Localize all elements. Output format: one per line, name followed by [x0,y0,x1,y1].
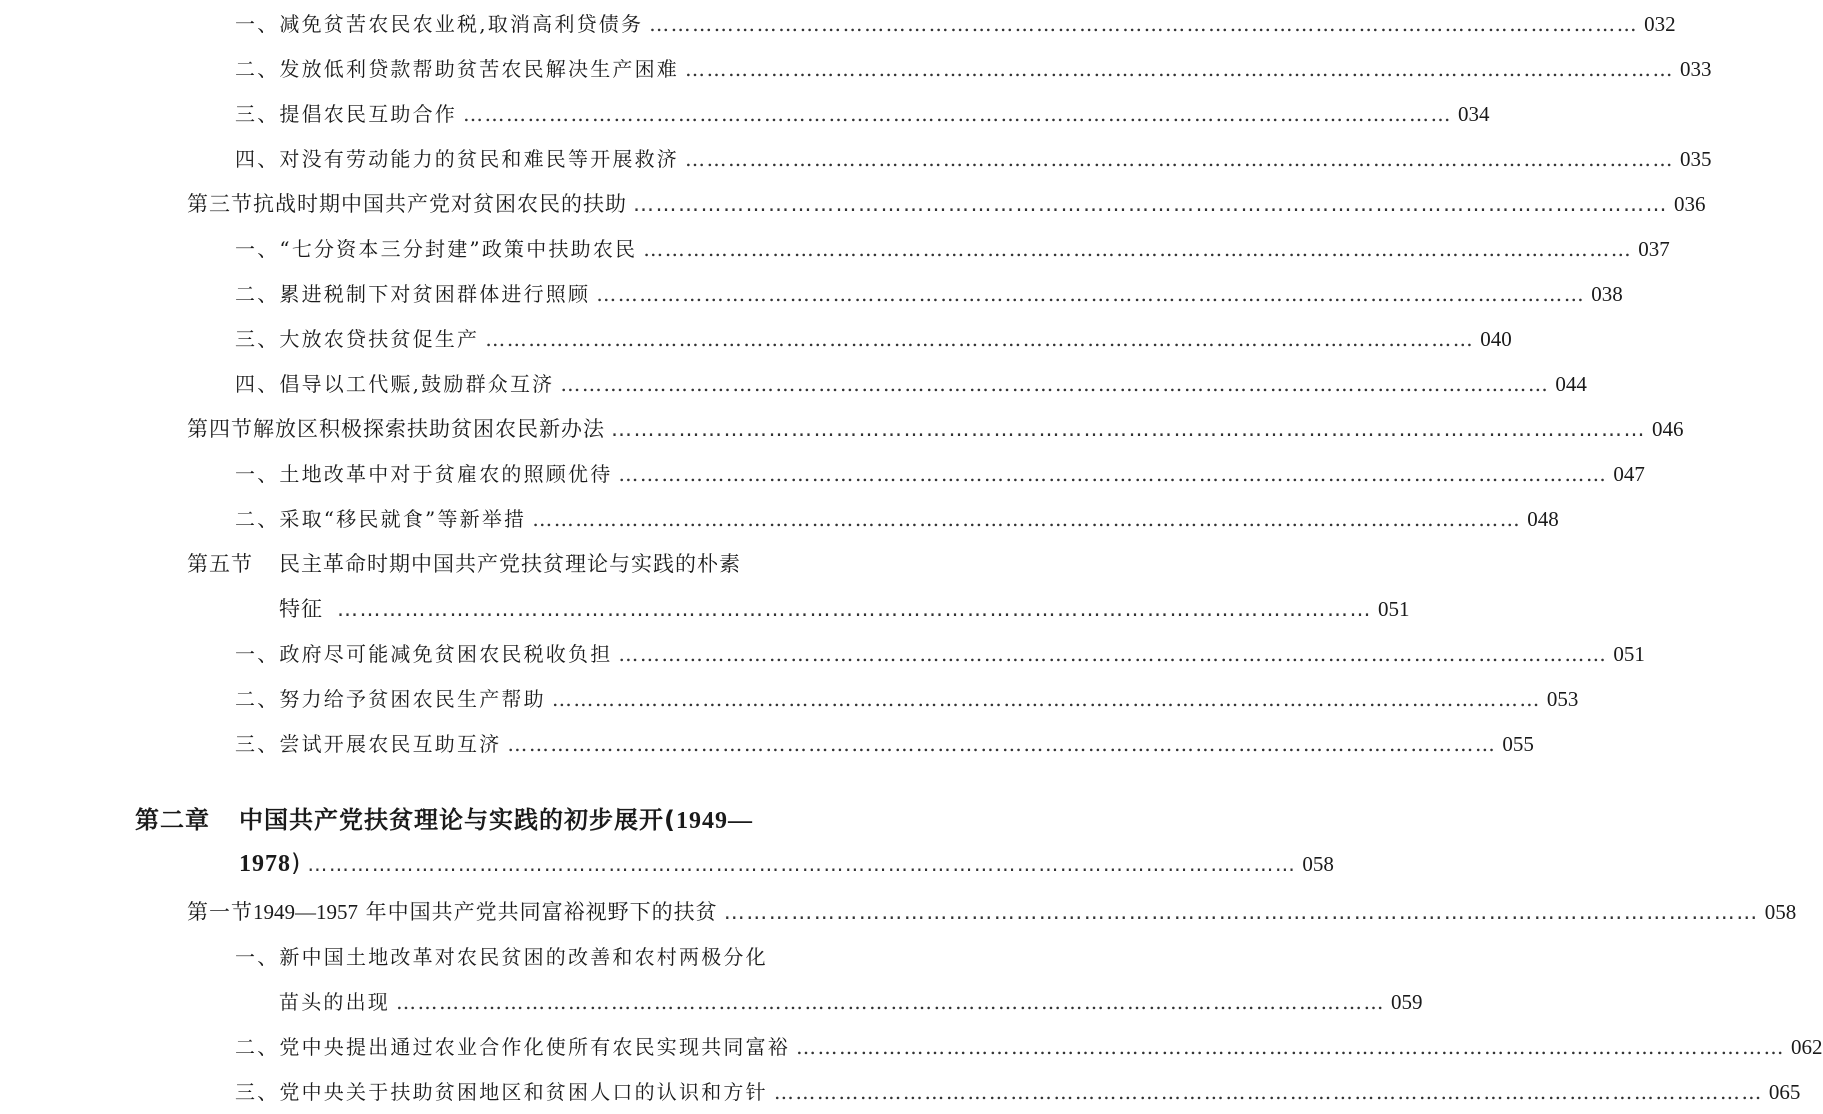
leader-dots: ………………………………………………………………………………………………………………………… [685,147,1675,171]
toc-entry-title: 提倡农民互助合作 [279,102,458,126]
toc-entry-label: 三、 [235,102,280,126]
toc-entry-label: 一、 [235,642,280,666]
toc-chapter-title-paren: ) [291,849,302,877]
toc-entry-page: 037 [1638,237,1670,261]
leader-dots: ………………………………………………………………………………………………………………………… [596,282,1586,306]
toc-entry[interactable] [235,503,1559,532]
toc-entry-page: 035 [1680,147,1712,171]
toc-entry-label: 三、 [235,1080,280,1104]
leader-dots: ………………………………………………………………………………………………………………………… [337,597,1372,621]
toc-entry-page: 040 [1480,327,1512,351]
leader-dots: ………………………………………………………………………………………………………………………… [723,900,1759,924]
toc-entry[interactable] [235,143,1712,172]
toc-section-entry[interactable] [187,896,1797,926]
toc-section-title: 解放区积极探索扶助贫困农民新办法 [253,417,605,441]
leader-dots: ………………………………………………………………………………………………………………………… [532,507,1522,531]
toc-entry-title: 累进税制下对贫困群体进行照顾 [279,282,591,306]
toc-entry-page: 051 [1378,597,1410,621]
toc-entry-page: 038 [1591,282,1623,306]
leader-dots: ………………………………………………………………………………………………………………………… [633,192,1668,216]
leader-dots: ………………………………………………………………………………………………………………………… [773,1080,1763,1104]
leader-dots: ………………………………………………………………………………………………………………………… [685,57,1675,81]
toc-entry-page: 034 [1458,102,1490,126]
toc-section-label: 第五节 [187,552,253,576]
toc-chapter-title: 中国共产党扶贫理论与实践的初步展开( [239,806,676,834]
toc-chapter-entry-continued[interactable] [239,849,1334,878]
toc-entry-page: 058 [1302,852,1334,876]
toc-entry-page: 051 [1613,642,1645,666]
toc-chapter-entry[interactable] [135,800,878,835]
toc-entry[interactable] [235,278,1623,307]
toc-chapter-label: 第二章 [135,806,210,834]
toc-entry-title: 政府尽可能减免贫困农民税收负担 [279,642,613,666]
toc-entry-label: 四、 [235,147,280,171]
toc-entry[interactable] [235,8,1676,37]
toc-entry-label: 二、 [235,687,280,711]
leader-dots: ………………………………………………………………………………………………………………………… [618,642,1608,666]
toc-entry-page: 044 [1555,372,1587,396]
toc-entry-label: 一、 [235,462,280,486]
toc-entry-page: 053 [1546,687,1579,711]
leader-dots: ………………………………………………………………………………………………………………………… [560,372,1550,396]
toc-entry-title: 党中央提出通过农业合作化使所有农民实现共同富裕 [279,1035,791,1059]
leader-dots: ………………………………………………………………………………………………………………………… [611,417,1646,441]
toc-entry-label: 一、 [235,945,280,969]
toc-entry-page: 036 [1674,192,1706,216]
toc-entry-title: 尝试开展农民互助互济 [279,732,502,756]
toc-entry[interactable] [235,1076,1801,1105]
toc-section-title: 抗战时期中国共产党对贫困农民的扶助 [253,192,627,216]
toc-entry[interactable] [235,368,1587,397]
toc-section-title-year: 1949—1957 [253,900,358,924]
toc-entry[interactable] [235,53,1712,82]
toc-entry-title-continued: 苗头的出现 [279,990,390,1014]
toc-entry-page: 062 [1791,1035,1823,1059]
toc-entry-title: 新中国土地改革对农民贫困的改善和农村两极分化 [279,945,768,969]
leader-dots: ………………………………………………………………………………………………………………………… [649,12,1639,36]
toc-entry-title: 土地改革中对于贫雇农的照顾优待 [279,462,613,486]
toc-section-label: 第三节 [187,192,253,216]
toc-entry-title: 党中央关于扶助贫困地区和贫困人口的认识和方针 [279,1080,768,1104]
leader-dots: ………………………………………………………………………………………………………………………… [643,237,1633,261]
toc-entry-page: 048 [1527,507,1559,531]
toc-entry-page: 032 [1644,12,1676,36]
toc-entry-label: 三、 [235,732,280,756]
toc-entry-label: 二、 [235,1035,280,1059]
toc-entry[interactable] [235,458,1645,487]
toc-section-title: 年中国共产党共同富裕视野下的扶贫 [358,900,718,924]
toc-entry[interactable] [235,98,1490,127]
leader-dots: ………………………………………………………………………………………………………………………… [507,732,1497,756]
toc-chapter-title-continued: 1978 [239,851,291,877]
leader-dots: ………………………………………………………………………………………………………………………… [307,852,1297,876]
toc-section-entry[interactable] [187,188,1706,218]
toc-entry[interactable] [235,1031,1823,1060]
leader-dots: ………………………………………………………………………………………………………………………… [485,327,1475,351]
toc-entry[interactable] [235,941,878,970]
toc-entry-label: 二、 [235,507,280,531]
toc-entry-page: 058 [1764,900,1797,924]
leader-dots: ………………………………………………………………………………………………………………………… [796,1035,1786,1059]
toc-section-label: 第一节 [187,900,253,924]
leader-dots: ………………………………………………………………………………………………………………………… [396,990,1385,1014]
toc-entry[interactable] [235,323,1512,352]
toc-entry-title: 对没有劳动能力的贫民和难民等开展救济 [279,147,680,171]
toc-entry-title: 大放农贷扶贫促生产 [279,327,480,351]
toc-entry-page: 055 [1502,732,1534,756]
toc-entry-title: 采取“移民就食”等新举措 [279,507,527,531]
toc-section-label: 第四节 [187,417,253,441]
toc-entry-title: 倡导以工代赈,鼓励群众互济 [279,372,555,396]
toc-entry-label: 三、 [235,327,280,351]
toc-entry-page: 059 [1391,990,1423,1014]
toc-entry-label: 二、 [235,57,280,81]
toc-entry[interactable] [235,638,1645,667]
toc-section-entry-continued[interactable] [279,593,1410,623]
toc-entry-page: 046 [1652,417,1684,441]
toc-entry-page: 047 [1613,462,1645,486]
toc-chapter-title-year: 1949— [675,808,753,834]
toc-section-title: 民主革命时期中国共产党扶贫理论与实践的朴素 [279,552,741,576]
toc-entry-title: 努力给予贫困农民生产帮助 [279,687,546,711]
toc-entry-label: 一、 [235,237,280,261]
toc-entry-label: 四、 [235,372,280,396]
toc-entry-title: 发放低利贷款帮助贫苦农民解决生产困难 [279,57,680,81]
toc-entry-page: 065 [1768,1080,1801,1104]
leader-dots: ………………………………………………………………………………………………………………………… [463,102,1453,126]
toc-section-title-continued: 特征 [279,597,323,621]
toc-section-entry[interactable] [187,548,878,578]
leader-dots: ………………………………………………………………………………………………………………………… [551,687,1541,711]
toc-entry[interactable] [235,728,1534,757]
toc-entry-label: 一、 [235,12,280,36]
toc-entry-label: 二、 [235,282,280,306]
toc-entry-continued[interactable] [279,986,1423,1015]
leader-dots: ………………………………………………………………………………………………………………………… [618,462,1608,486]
toc-entry-title: “七分资本三分封建”政策中扶助农民 [279,237,638,261]
toc-entry[interactable] [235,233,1670,262]
toc-section-entry[interactable] [187,413,1684,443]
toc-entry-page: 033 [1680,57,1712,81]
toc-entry[interactable] [235,683,1579,712]
toc-entry-title: 减免贫苦农民农业税,取消高利贷债务 [279,12,644,36]
